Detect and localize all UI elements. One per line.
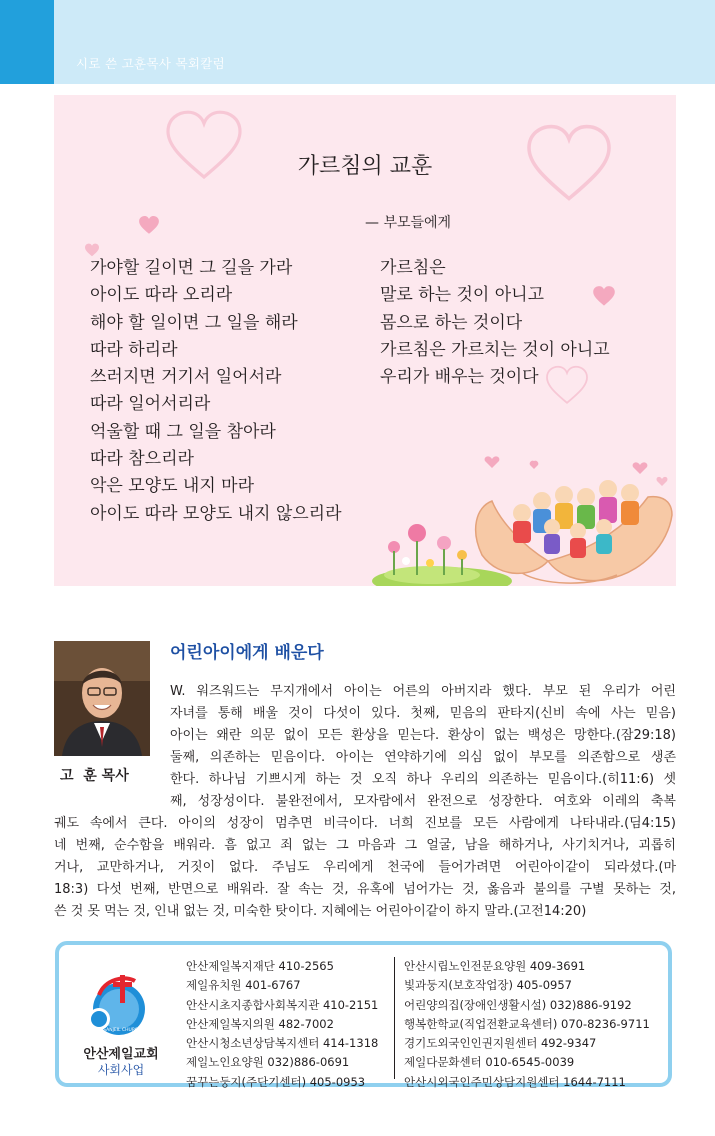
children-in-hands-illustration — [372, 435, 676, 586]
body-line: 쓴 것 못 먹는 것, 인내 없는 것, 미숙한 탓이다. 지혜에는 어린아이같이 하지 말라.(고전14:20) — [54, 904, 587, 919]
directory-item: 어린양의집(장애인생활시설) 032)886-9192 — [404, 997, 632, 1012]
directory-item: 꿈꾸는둥지(주단기센터) 405-0953 — [186, 1074, 366, 1089]
church-cross-logo-icon — [77, 971, 157, 1041]
directory-list-left — [186, 957, 378, 1092]
body-line: W. 워즈워드는 무지개에서 아이는 어른의 아버지라 했다. 부모 된 우리가 어린 — [170, 684, 676, 699]
directory-item: 안산시외국인주민상담지원센터 1644-7111 — [404, 1074, 626, 1089]
poem-line: 해야 할 일이면 그 일을 해라 — [90, 312, 298, 333]
poem-line: 따라 하리라 — [90, 339, 178, 360]
body-line: 18:3) 다섯 번째, 반면으로 배워라. 잘 속는 것, 유혹에 넘어가는 것, 옳음과 불의를 구별 못하는 것, — [54, 882, 676, 897]
poem-line: 쓰러지면 거기서 일어서라 — [90, 367, 282, 388]
poem-line: 따라 참으리라 — [90, 449, 194, 470]
directory-list-right — [404, 957, 650, 1092]
poem-line: 가르침은 — [380, 258, 446, 278]
directory-item: 안산제일복지의원 482-7002 — [186, 1016, 334, 1031]
church-name: 안산제일교회 — [83, 1047, 159, 1062]
body-line: 째, 성장성이다. 불완전에서, 모자람에서 완전으로 성장한다. 여호와 이레의 축복 — [170, 794, 676, 809]
author-name: 고 훈 목사 — [60, 768, 129, 784]
body-line: 네 번째, 순수함을 배워라. 흠 없고 죄 없는 그 마음과 그 얼굴, 남을 해하거나, 사기치거나, 괴롭히 — [54, 838, 676, 853]
directory-item: 제일다문화센터 010-6545-0039 — [404, 1055, 575, 1070]
poem-subtitle: — 부모들에게 — [365, 215, 452, 231]
body-line: 한다. 하나님 기쁘시게 하는 것 오직 하나 우리의 의존하는 믿음이다.(히11:6) 셋 — [170, 772, 676, 787]
column-title: 어린아이에게 배운다 — [170, 643, 324, 663]
poem-line: 우리가 배우는 것이다 — [380, 367, 539, 388]
poem-title: 가르침의 교훈 — [297, 154, 433, 179]
poem-right-stanza — [380, 255, 610, 391]
poem-line: 따라 일어서리라 — [90, 394, 211, 415]
body-line: 궤도 속에서 큰다. 아이의 성장이 멈추면 비극이다. 너희 진보를 모든 사람에게 나타내라.(딤4:15) — [54, 816, 676, 831]
poem-line: 아이도 따라 모양도 내지 않으리라 — [90, 503, 342, 524]
body-line: 거나, 교만하거나, 거짓이 없다. 주님도 우리에게 천국에 들어가려면 어린아이같이 되라셨다.(마 — [54, 860, 676, 875]
poem-line: 가야할 길이면 그 길을 가라 — [90, 258, 293, 278]
poem-left-stanza — [90, 255, 342, 528]
header-label: 시로 쓴 고훈목사 목회칼럼 — [76, 56, 225, 71]
poem-line: 악은 모양도 내지 마라 — [90, 476, 255, 497]
directory-item: 빛과둥지(보호작업장) 405-0957 — [404, 978, 572, 993]
directory-item: 경기도외국인인권지원센터 492-9347 — [404, 1036, 597, 1051]
poem-line: 아이도 따라 오리라 — [90, 285, 233, 306]
poem-line: 몸으로 하는 것이다 — [380, 312, 523, 333]
directory-divider — [394, 957, 395, 1079]
body-line: 자녀를 통해 배울 것이 다섯이 있다. 첫째, 믿음의 판타지(신비 속에 사는 믿음) — [170, 706, 676, 721]
poem-line: 말로 하는 것이 아니고 — [380, 285, 545, 306]
header-tab — [0, 0, 54, 84]
directory-item: 안산제일복지재단 410-2565 — [186, 959, 334, 973]
body-line: 아이는 왜란 의문 없이 모든 환상을 믿는다. 환상이 없는 백성은 망한다.(잠29:18) — [170, 728, 676, 743]
directory-item: 안산시청소년상담복지센터 414-1318 — [186, 1036, 379, 1051]
directory-item: 행복한학교(직업전환교육센터) 070-8236-9711 — [404, 1016, 650, 1031]
social-services-directory — [55, 941, 672, 1087]
header-band — [0, 0, 715, 84]
directory-item: 제일유치원 401-6767 — [186, 978, 301, 993]
directory-item: 제일노인요양원 032)886-0691 — [186, 1055, 350, 1070]
column-body — [0, 680, 715, 920]
body-line: 둘째, 의존하는 믿음이다. 아이는 연약하기에 의심 없이 부모를 의존함으로 생존 — [170, 750, 676, 765]
directory-item: 안산시초지종합사회복지관 410-2151 — [186, 997, 379, 1012]
logo-ring-text: ANSANJEIL CHURCH — [96, 1028, 142, 1033]
church-division: 사회사업 — [97, 1063, 145, 1077]
poem-panel — [54, 95, 676, 586]
directory-item: 안산시립노인전문요양원 409-3691 — [404, 959, 586, 973]
poem-line: 억울할 때 그 일을 참아라 — [90, 421, 276, 442]
heart-icon — [138, 215, 160, 235]
poem-line: 가르침은 가르치는 것이 아니고 — [380, 339, 610, 360]
